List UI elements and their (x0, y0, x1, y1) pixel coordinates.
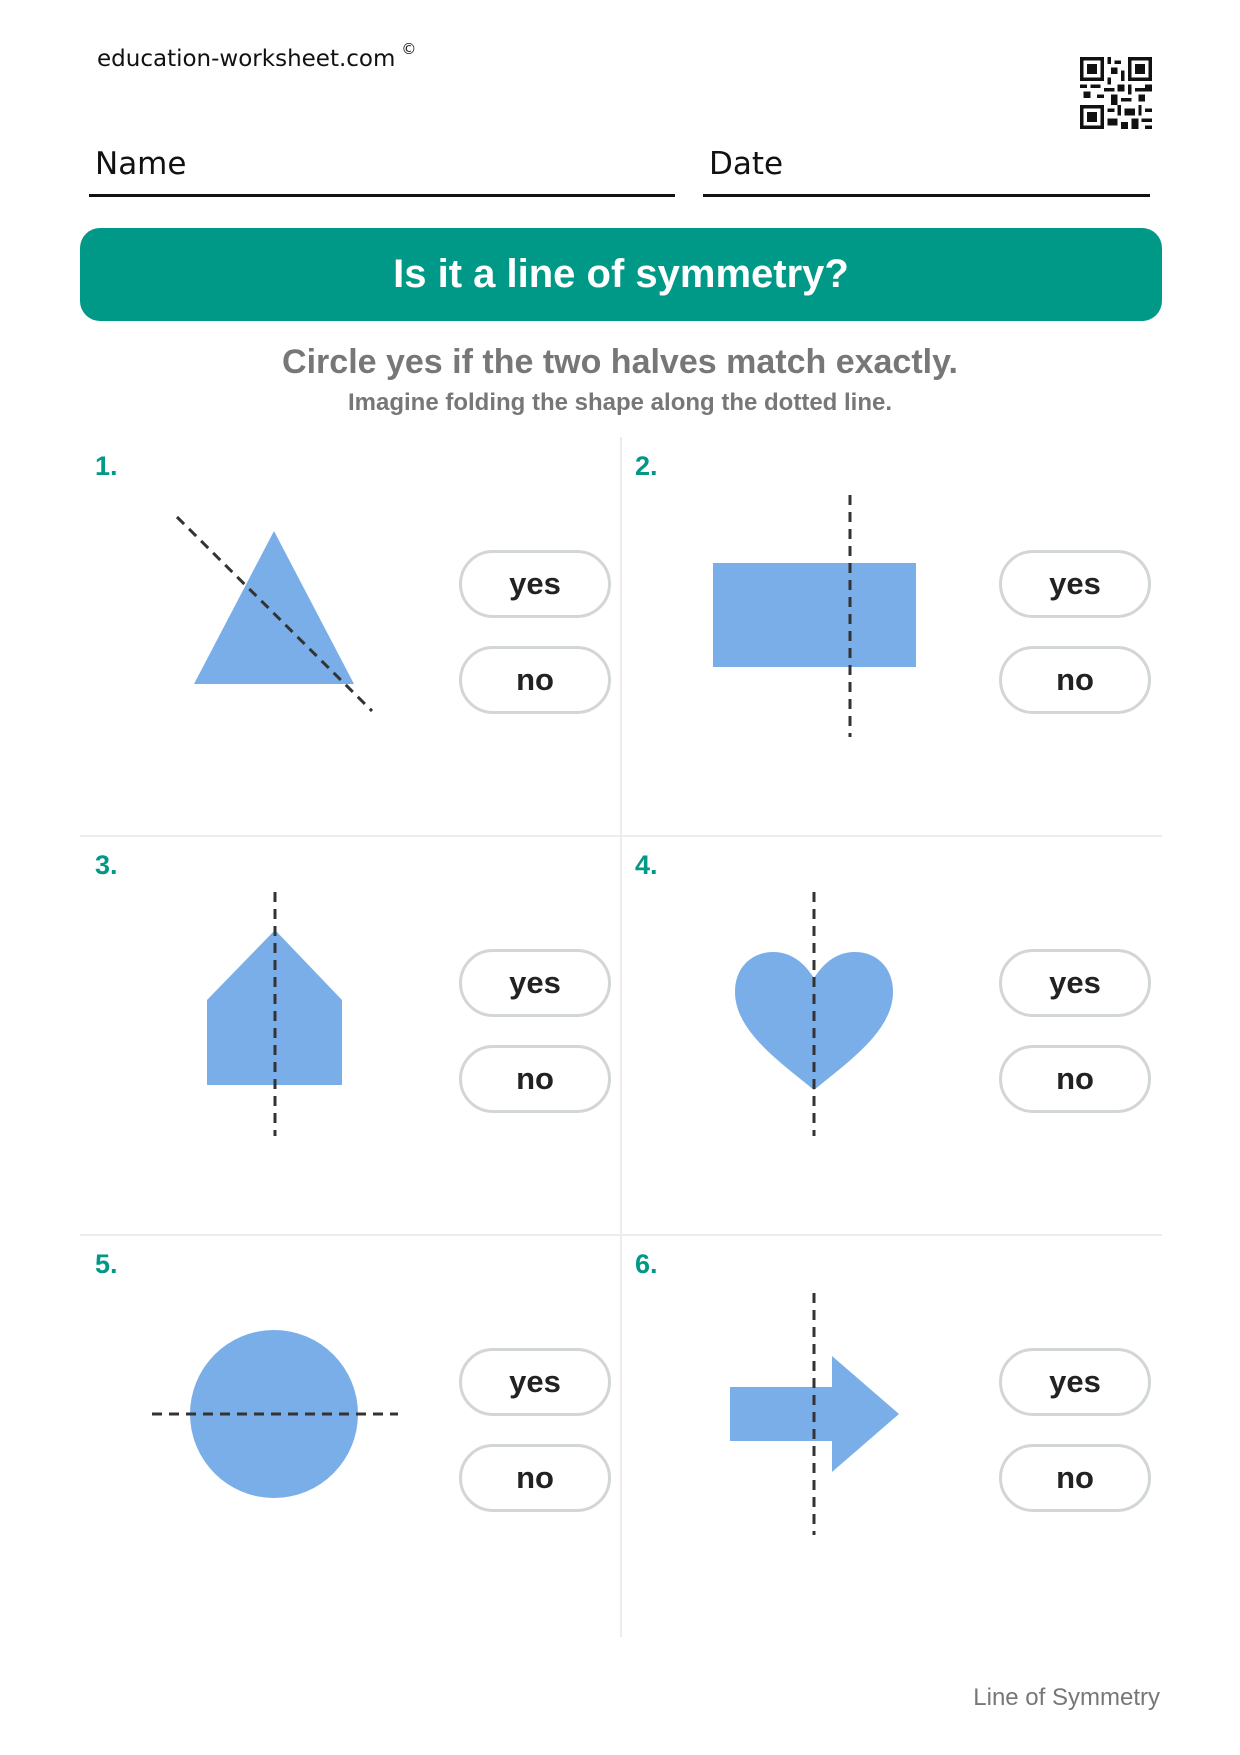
no-button[interactable]: no (999, 646, 1151, 714)
no-button[interactable]: no (999, 1444, 1151, 1512)
instruction-sub: Imagine folding the shape along the dotted line. (347, 389, 893, 416)
question-1 (80, 437, 620, 835)
yes-button[interactable]: yes (999, 550, 1151, 618)
question-number: 4. (635, 850, 658, 880)
site-name (97, 40, 417, 72)
question-number: 1. (95, 451, 118, 481)
no-button[interactable]: no (459, 1045, 611, 1113)
question-6 (620, 1235, 1160, 1633)
yes-button[interactable]: yes (999, 949, 1151, 1017)
yes-button[interactable]: yes (459, 550, 611, 618)
question-4 (620, 836, 1160, 1234)
yes-button[interactable]: yes (459, 1348, 611, 1416)
question-number: 3. (95, 850, 118, 880)
question-number: 2. (635, 451, 658, 481)
yes-button[interactable]: yes (459, 949, 611, 1017)
question-number: 6. (635, 1249, 658, 1279)
name-field[interactable] (89, 140, 675, 197)
qr-code-icon (1080, 57, 1152, 129)
circle-shape (80, 1235, 460, 1633)
copyright-symbol: © (401, 40, 417, 58)
question-5 (80, 1235, 620, 1633)
date-field[interactable] (703, 140, 1150, 197)
no-button[interactable]: no (459, 1444, 611, 1512)
arrow-shape (620, 1235, 1000, 1633)
name-label: Name (95, 146, 187, 182)
instruction-main: Circle yes if the two halves match exactly. (282, 343, 958, 381)
triangle-shape (80, 437, 460, 835)
question-number: 5. (95, 1249, 118, 1279)
house-shape (80, 836, 460, 1234)
rectangle-shape (620, 437, 1000, 835)
title-banner (80, 228, 1162, 321)
question-3 (80, 836, 620, 1234)
footer-topic: Line of Symmetry (973, 1684, 1160, 1711)
site-name-text: education-worksheet.com (97, 46, 396, 72)
yes-button[interactable]: yes (999, 1348, 1151, 1416)
date-label: Date (709, 146, 784, 182)
no-button[interactable]: no (999, 1045, 1151, 1113)
page-title: Is it a line of symmetry? (393, 252, 849, 296)
question-2 (620, 437, 1160, 835)
heart-shape (620, 836, 1000, 1234)
no-button[interactable]: no (459, 646, 611, 714)
